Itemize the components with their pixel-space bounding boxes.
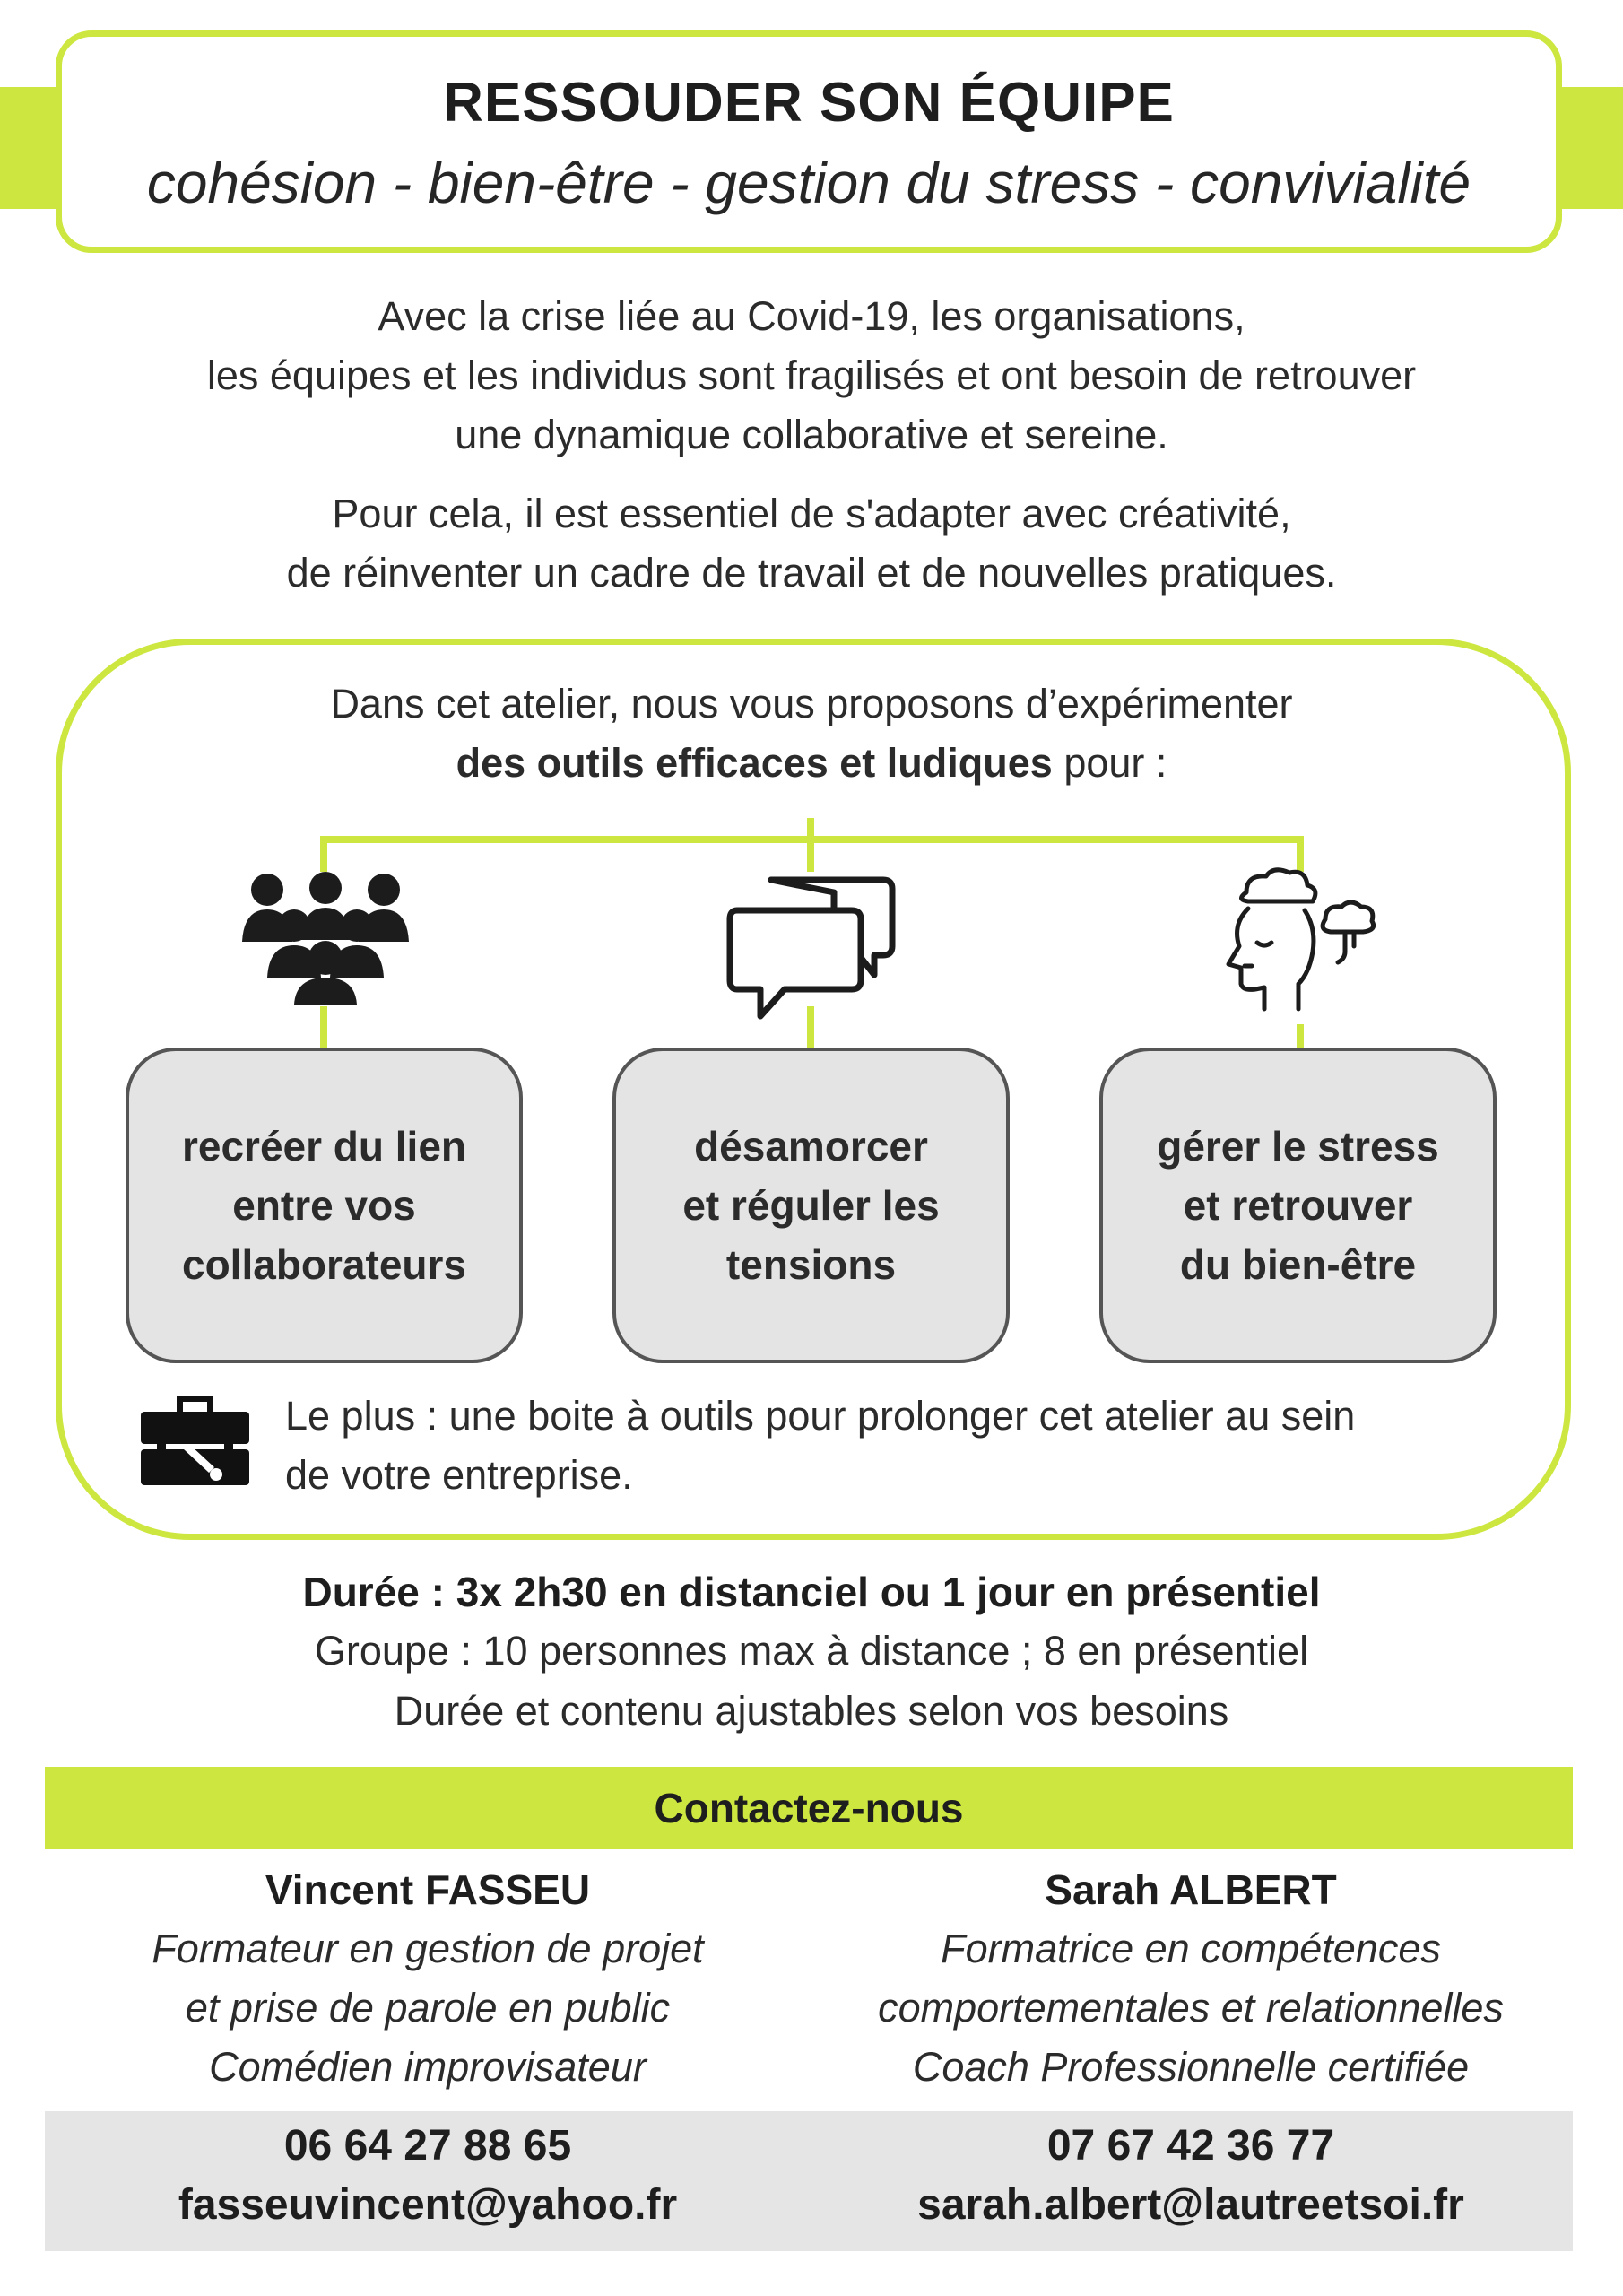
- card-line: recréer du lien: [181, 1123, 467, 1170]
- intro-paragraph-1: [0, 287, 1623, 465]
- workshop-lead-rest: pour :: [1052, 740, 1167, 786]
- group-text: Groupe : 10 personnes max à distance ; 8 en présentiel: [314, 1628, 1309, 1674]
- group-icon: [231, 870, 420, 1004]
- intro-line: de réinventer un cadre de travail et de nouvelles pratiques.: [286, 550, 1337, 596]
- contact-name: Vincent FASSEU: [265, 1866, 591, 1913]
- intro-line: une dynamique collaborative et sereine.: [455, 412, 1168, 457]
- page-title: RESSOUDER SON ÉQUIPE: [443, 72, 1175, 134]
- toolbox-icon: [139, 1392, 251, 1486]
- toolbox-line: Le plus : une boite à outils pour prolonger cet atelier au sein: [285, 1393, 1356, 1439]
- tree-right-link: [1297, 1024, 1304, 1048]
- workshop-lead: [0, 674, 1623, 793]
- tree-middle-drop: [807, 836, 814, 872]
- toolbox-text: [285, 1387, 1541, 1505]
- card-line: et retrouver: [1183, 1182, 1413, 1229]
- page-subtitle: cohésion - bien-être - gestion du stress - convivialité: [146, 151, 1471, 215]
- header-right-accent: [1560, 87, 1623, 209]
- card-line: entre vos: [232, 1182, 416, 1229]
- benefit-card-tensions: [612, 1048, 1010, 1363]
- contact-phone[interactable]: 07 67 42 36 77: [1046, 2122, 1335, 2170]
- header-box: [56, 30, 1562, 253]
- workshop-lead-line: Dans cet atelier, nous vous proposons d’expérimenter: [330, 681, 1293, 726]
- tree-left-drop: [320, 836, 327, 872]
- card-line: et réguler les: [682, 1182, 940, 1229]
- contact-person-vincent: [24, 1860, 831, 2235]
- intro-line: Pour cela, il est essentiel de s'adapter avec créativité,: [332, 491, 1291, 536]
- duration-text: Durée : 3x 2h30 en distanciel ou 1 jour en présentiel: [302, 1569, 1321, 1615]
- contact-person-sarah: [787, 1860, 1594, 2235]
- toolbox-line: de votre entreprise.: [285, 1452, 633, 1498]
- tree-left-link: [320, 1006, 327, 1048]
- contact-name: Sarah ALBERT: [1045, 1866, 1337, 1913]
- workshop-lead-bold: des outils efficaces et ludiques: [456, 740, 1053, 786]
- contact-role: Formatrice en compétences: [941, 1926, 1441, 1971]
- contact-email[interactable]: fasseuvincent@yahoo.fr: [178, 2181, 678, 2229]
- card-line: désamorcer: [694, 1123, 928, 1170]
- contact-email[interactable]: sarah.albert@lautreetsoi.fr: [917, 2181, 1464, 2229]
- workshop-lead-line-2: [0, 734, 1623, 793]
- head-cloud-icon: [1219, 865, 1381, 1018]
- chat-bubbles-icon: [726, 874, 897, 1022]
- contact-role: Comédien improvisateur: [209, 2044, 647, 2090]
- contact-phone[interactable]: 06 64 27 88 65: [283, 2122, 572, 2170]
- benefit-card-link: [126, 1048, 523, 1363]
- intro-paragraph-2: [0, 484, 1623, 603]
- card-line: gérer le stress: [1157, 1123, 1439, 1170]
- intro-line: Avec la crise liée au Covid-19, les organisations,: [378, 293, 1245, 339]
- header-left-accent: [0, 87, 63, 209]
- contact-role: Coach Professionnelle certifiée: [912, 2044, 1470, 2090]
- contact-heading: Contactez-nous: [45, 1767, 1573, 1849]
- benefit-card-stress: [1099, 1048, 1497, 1363]
- adjust-text: Durée et contenu ajustables selon vos besoins: [394, 1688, 1229, 1734]
- contact-role: comportementales et relationnelles: [878, 1985, 1504, 2031]
- contact-role: et prise de parole en public: [185, 1985, 671, 2031]
- card-line: collaborateurs: [182, 1241, 466, 1288]
- intro-line: les équipes et les individus sont fragilisés et ont besoin de retrouver: [206, 352, 1417, 398]
- card-line: tensions: [725, 1241, 897, 1288]
- contact-role: Formateur en gestion de projet: [152, 1926, 704, 1971]
- card-line: du bien-être: [1179, 1241, 1417, 1288]
